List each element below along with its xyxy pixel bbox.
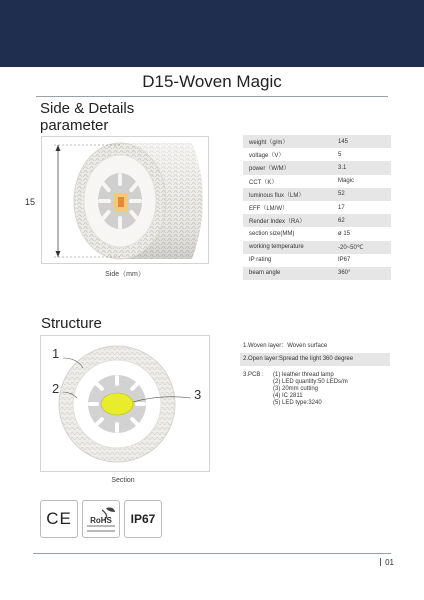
- side-details-heading: Side & Details: [40, 100, 135, 117]
- parameter-heading: parameter: [40, 117, 109, 134]
- ip67-mark: [124, 500, 162, 538]
- section-label-2: 2: [52, 381, 60, 396]
- param-value: 145: [338, 138, 349, 145]
- param-row: [243, 267, 391, 280]
- param-value: IP67: [338, 257, 351, 264]
- section-diagram: [40, 335, 210, 472]
- section-label-1: 1: [52, 346, 60, 361]
- param-name: voltage（V）: [249, 153, 285, 160]
- rohs-mark: [82, 500, 120, 538]
- param-value: Magic: [338, 178, 355, 185]
- param-name: weight（g/m）: [249, 140, 289, 147]
- page-number-value: 01: [385, 558, 394, 567]
- side-caption: Side（mm）: [105, 271, 145, 278]
- param-value: 62: [338, 217, 345, 224]
- param-name: power（W/M）: [249, 166, 290, 173]
- param-name: beam angle: [249, 270, 281, 277]
- parameter-table: [243, 135, 391, 280]
- title-divider: [36, 96, 388, 97]
- page-number-divider: [380, 558, 381, 566]
- side-diagram: [25, 136, 209, 264]
- ce-mark: [40, 500, 78, 538]
- section-caption: Section: [111, 477, 135, 484]
- pcb-list: [273, 372, 348, 407]
- param-name: Render Index（RA）: [249, 219, 306, 226]
- param-row: [243, 201, 391, 214]
- rohs-mark-text: RoHS: [90, 516, 112, 525]
- dimension-label: 15: [25, 197, 36, 207]
- structure-pcb-label: 3.PCB :: [243, 372, 264, 378]
- param-value: -20~50℃: [338, 244, 364, 251]
- structure-line-woven: 1.Woven layer：Woven surface: [243, 343, 328, 349]
- param-name: luminous flux（LM）: [249, 192, 305, 199]
- section-label-3: 3: [194, 387, 202, 402]
- page-title: D15-Woven Magic: [142, 72, 282, 91]
- param-name: CCT（K）: [249, 179, 278, 186]
- cross-section-illustration: [41, 336, 211, 473]
- param-value: 17: [338, 204, 345, 211]
- pcb-item: (5) LED type:3240: [273, 400, 322, 406]
- rohs-leaf-icon: [84, 504, 118, 534]
- param-value: ø 15: [338, 230, 351, 237]
- param-name: section size(MM): [249, 230, 295, 237]
- ip67-mark-text: IP67: [130, 512, 156, 526]
- certification-badges: [40, 500, 162, 538]
- page-number: [380, 558, 394, 567]
- param-row: [243, 135, 391, 148]
- param-name: EFF（LM/W）: [249, 206, 288, 213]
- param-name: IP rating: [249, 257, 272, 264]
- param-value: 5: [338, 151, 342, 158]
- pcb-item: (4) IC 2811: [273, 393, 303, 399]
- param-value: 360°: [338, 270, 351, 277]
- param-row: [243, 214, 391, 227]
- pcb-item: (3) 20mm cutting: [273, 386, 319, 392]
- param-row: [243, 148, 391, 161]
- param-row: [243, 188, 391, 201]
- woven-tube-illustration: [42, 137, 210, 265]
- param-row: [243, 175, 391, 188]
- param-row: [243, 161, 391, 174]
- param-row: [243, 241, 391, 254]
- pcb-item: (2) LED quantity:50 LEDs/m: [273, 379, 348, 385]
- param-value: 52: [338, 191, 345, 198]
- structure-heading: Structure: [41, 315, 102, 332]
- param-value: 3.1: [338, 164, 347, 171]
- pcb-item: (1) leather thread lamp: [273, 372, 334, 378]
- header-band: [0, 0, 424, 67]
- footer-divider: [33, 553, 391, 554]
- param-row: [243, 227, 391, 240]
- param-row: [243, 254, 391, 267]
- ce-mark-text: CE: [46, 509, 72, 528]
- param-name: working temperature: [249, 244, 304, 251]
- structure-line-open: 2.Open layer:Spread the light 360 degree: [243, 356, 354, 362]
